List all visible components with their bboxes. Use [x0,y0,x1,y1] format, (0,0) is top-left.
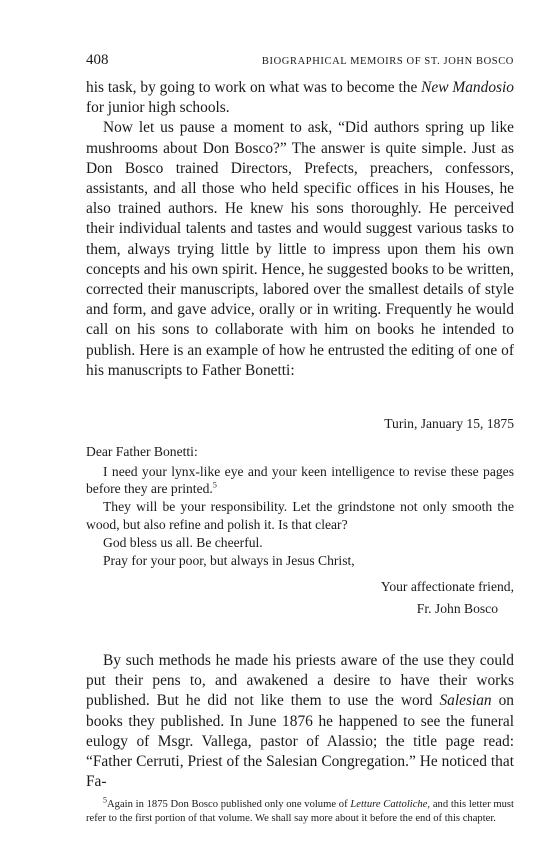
footnote-text-end: and this letter must refer to the first portion of that volume. We shall say more about it before the end of this chapter. [86,799,514,824]
page-number: 408 [86,52,109,68]
quoted-letter [86,415,514,618]
page-header [86,52,514,78]
letter-closing: Your affectionate friend, [380,579,514,595]
letter-line-4: Pray for your poor, but always in Jesus Christ, [103,552,355,568]
paragraph-1 [86,78,514,118]
letter-date: Turin, January 15, 1875 [384,416,514,432]
word-salesian: Salesian [439,692,492,710]
footnote-reference: 5 [212,480,217,490]
footnote [86,795,514,824]
paragraph-3 [86,651,514,792]
paragraph-1-text: his task, by going to work on what was to become the [86,79,422,96]
paragraph-3-text: By such methods he made his priests aware of the use they could put their pens to, and awakened a desire to have their works published. But he did not like them to use the word [86,652,514,710]
running-head: BIOGRAPHICAL MEMOIRS OF ST. JOHN BOSCO [261,56,514,67]
footnote-text: Again in 1875 Don Bosco published only one volume of [107,799,351,811]
letter-salutation: Dear Father Bonetti: [86,443,198,459]
book-title-new-mandosio: New Mandosio [421,79,514,96]
footnote-mark: 5 [103,795,107,805]
letter-line-1 [86,463,514,499]
paragraph-3-text-end: on books they published. In June 1876 he happened to see the funeral eulogy of Msgr. Vallega, pastor of Alassio; the title page read: “Father Cerruti, Priest of the Salesian Congregation.” He noticed that Fa- [86,692,514,791]
book-page [86,52,514,825]
paragraph-2: Now let us pause a moment to ask, “Did authors spring up like mushrooms about Don Bosco?” The answer is quite simple. Just as Don Bosco trained Directors, Prefects, preachers, confessors, assistants, and all those who held specific offices in his Houses, he also trained authors. He knew his sons thoroughly. He perceived their individual talents and tastes and would suggest various tasks to them, always trying little by little to impress upon them his own concepts and his own spirit. Hence, he suggested books to be written, corrected their manuscripts, labored over the smallest details of style and form, and gave advice, orally or in writing. Frequently he would call on his sons to collaborate with him on books he intended to publish. Here is an example of how he entrusted the editing of one of his manuscripts to Father Bonetti: [86,119,514,379]
letter-line-3: God bless us all. Be cheerful. [103,534,263,550]
letter-line-1-text: I need your lynx-like eye and your keen intelligence to revise these pages before they are printed. [86,463,514,497]
footnote-title-letture-cattoliche: Letture Cattoliche, [350,799,431,811]
letter-line-2: They will be your responsibility. Let the grindstone not only smooth the wood, but also refine and polish it. Is that clear? [86,499,514,533]
letter-signature: Fr. John Bosco [416,601,498,617]
paragraph-1-text-end: for junior high schools. [86,99,230,117]
